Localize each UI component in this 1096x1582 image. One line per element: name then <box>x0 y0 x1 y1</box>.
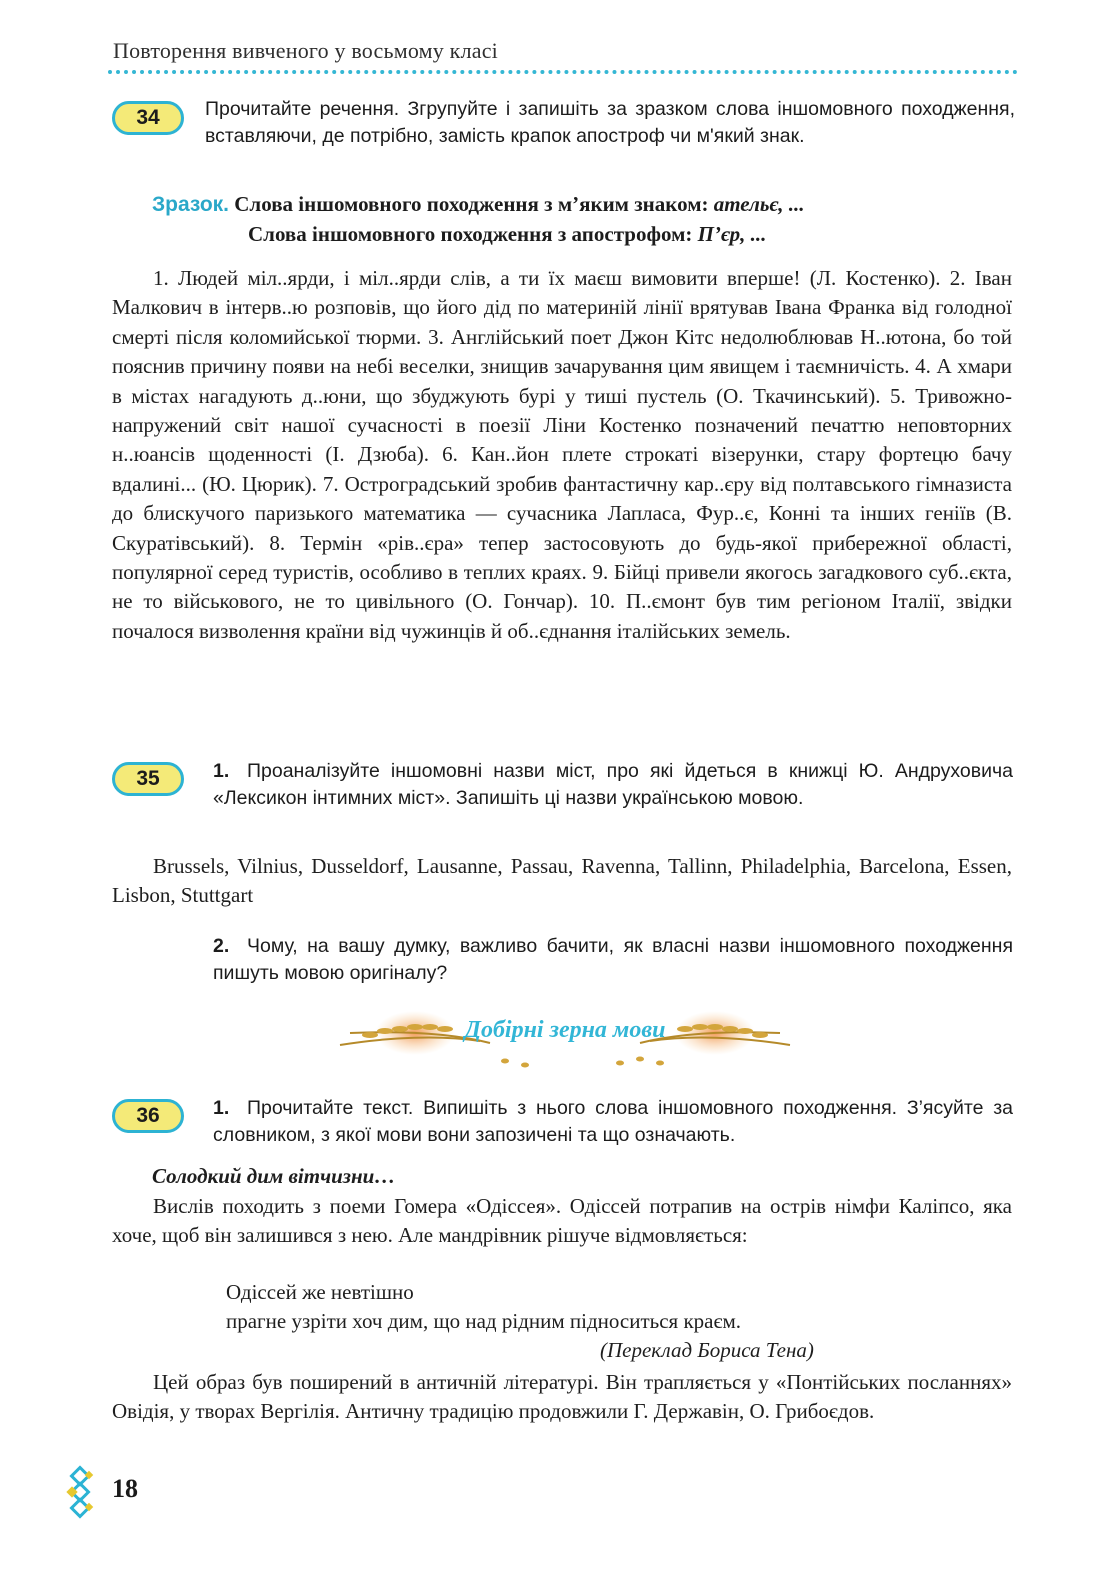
exercise-35-task-2 <box>213 933 1013 987</box>
sample-example-2: П’єр, ... <box>697 222 767 246</box>
sample-line-2 <box>248 219 1008 249</box>
text-heading <box>152 1162 952 1191</box>
text-title: Солодкий дим вітчизни… <box>152 1164 396 1188</box>
task-text: Прочитайте текст. Випишіть з нього слова іншомовного походження. З’ясуйте за словником, з якої мови вони запозичені та що означають. <box>213 1097 1013 1146</box>
sample-example-1: ательє, ... <box>713 192 805 216</box>
sample-label: Зразок. <box>152 193 230 216</box>
city-list <box>112 852 1012 911</box>
text-paragraph-1 <box>112 1192 1012 1251</box>
text-paragraph-2 <box>112 1368 1012 1427</box>
paragraph-1: Вислів походить з поеми Гомера «Одіссея». Одіссей потрапив на острів німфи Каліпсо, яка хоче, щоб він залишився з нею. Але мандрівник рішуче відмовляється: <box>112 1194 1012 1248</box>
exercise-34-paragraph: 1. Людей міл..ярди, і міл..ярди слів, а ти їх маєш вимовити вперше! (Л. Костенко). 2. Іван Малкович в інтерв..ю розповів, що його дід по материній лінії врятував Івана Франка від голодної смерті після коломийської тюрми. 3. Англійський поет Джон Кітс недолюблював Н..ютона, бо той пояснив причину появи на небі веселки, знищив зачарування цим явищем і таємничість. 4. А хмари в містах нагадують д..юни, що збуджують бурі у тиші пустель (О. Ткачинський). 5. Тривожно-напружений світ нашої сучасності в поезії Ліни Костенко позначений печаттю неповторних н..юансів щоденності (І. Дзюба). 6. Кан..йон плете строкаті візерунки, стару фортецю бачу вдалині... (Ю. Цюрик). 7. Остроградський зробив фантастичну кар..єру від полтавського гімназиста до блискучого паризького математика — сучасника Лапласа, Фур..є, Конні та інших геніїв (В. Скуратівський). 8. Термін «рів..єра» тепер застосовують до будь-якої прибережної області, популярної серед туристів, особливо в теплих краях. 9. Бійці привели якогось загадкового суб..єкта, не то військового, не то цивільного (О. Гончар). 10. П..ємонт був тим регіоном Італії, звідки почалося визволення країни від чужинців й об..єднання італійських земель. <box>112 266 1012 643</box>
task-number: 1. <box>213 760 230 782</box>
poem-line-1: Одіссей же невтішно <box>226 1280 414 1304</box>
exercise-35-task-1 <box>213 758 1013 812</box>
task-text: Проаналізуйте іншомовні назви міст, про які йдеться в книжці Ю. Андруховича «Лексикон інтимних міст». Запишіть ці назви українською мовою. <box>213 760 1013 809</box>
sample-text-2: Слова іншомовного походження з апострофом: <box>248 222 698 246</box>
exercise-instruction: Прочитайте речення. Згрупуйте і запишіть за зразком слова іншомовного походження, вставляючи, де потрібно, замість крапок апостроф чи м'який знак. <box>205 98 1015 147</box>
task-number: 2. <box>213 935 230 957</box>
exercise-number-badge: 36 <box>112 1099 184 1133</box>
running-head: Повторення вивченого у восьмому класі <box>113 38 498 63</box>
header-divider <box>108 70 1018 74</box>
sample-line-1 <box>152 189 1012 220</box>
page-number: 18 <box>112 1474 138 1503</box>
exercise-34-text <box>112 264 1012 646</box>
exercise-number-badge: 35 <box>112 762 184 796</box>
paragraph-2: Цей образ був поширений в античній літературі. Він трапляється у «Понтійських посланнях» Овідія, у творах Вергілія. Античну традицію продовжили Г. Державін, О. Грибоєдов. <box>112 1370 1012 1424</box>
section-ornament <box>330 1005 800 1075</box>
sample-text-1: Слова іншомовного походження з м’яким знаком: <box>234 192 714 216</box>
exercise-36-task-1 <box>213 1095 1013 1149</box>
task-number: 1. <box>213 1097 230 1119</box>
poem-credit: (Переклад Бориса Тена) <box>600 1338 814 1362</box>
poem-line-2: прагне узріти хоч дим, що над рідним підноситься краєм. <box>226 1309 742 1333</box>
ornament-title: Добірні зерна мови <box>464 1017 666 1043</box>
city-names: Brussels, Vilnius, Dusseldorf, Lausanne, Passau, Ravenna, Tallinn, Philadelphia, Barcelona, Essen, Lisbon, Stuttgart <box>112 854 1012 908</box>
corner-ornament-icon <box>64 1462 110 1520</box>
exercise-number-badge: 34 <box>112 101 184 135</box>
task-text: Чому, на вашу думку, важливо бачити, як власні назви іншомовного походження пишуть мовою оригіналу? <box>213 935 1013 984</box>
